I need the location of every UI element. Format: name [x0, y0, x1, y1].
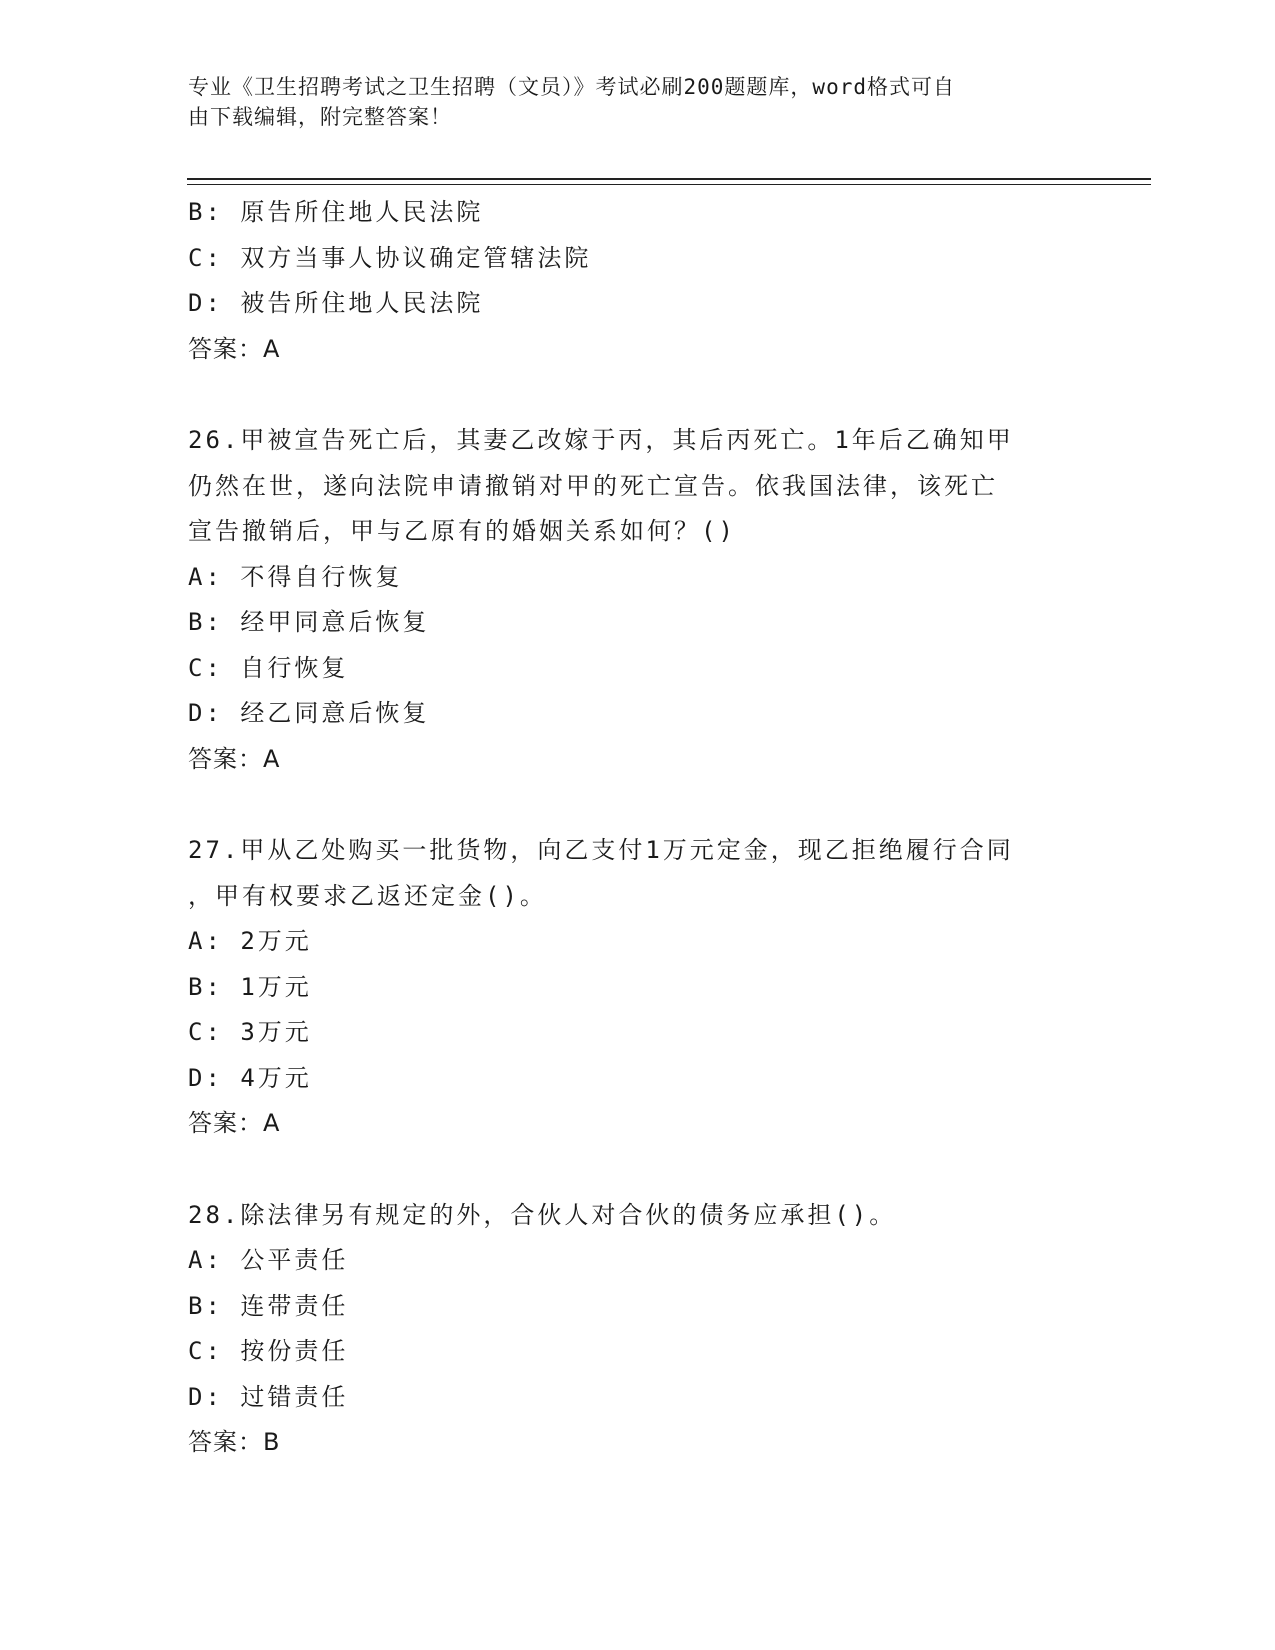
- question-25: [188, 190, 1088, 372]
- answer-label: 答案：B: [188, 1428, 281, 1456]
- option-b: B: 1万元: [188, 972, 312, 1001]
- option-d: D: 经乙同意后恢复: [188, 699, 430, 727]
- spacer: [188, 372, 1088, 418]
- question-27: [188, 828, 1088, 1147]
- question-text-line: ，甲有权要求乙返还定金()。: [188, 881, 547, 910]
- option-d: D: 过错责任: [188, 1382, 349, 1411]
- question-26: [188, 418, 1088, 782]
- answer-label: 答案：A: [188, 1109, 281, 1137]
- option-c: C: 3万元: [188, 1018, 312, 1046]
- answer-label: 答案：A: [188, 334, 281, 363]
- option-b: B: 连带责任: [188, 1291, 349, 1320]
- option-c: C: 按份责任: [188, 1337, 349, 1365]
- question-text-line: 仍然在世，遂向法院申请撤销对甲的死亡宣告。依我国法律，该死亡: [188, 471, 998, 500]
- question-text-line: 28.除法律另有规定的外，合伙人对合伙的债务应承担()。: [188, 1200, 897, 1229]
- option-a: A: 公平责任: [188, 1246, 349, 1274]
- question-text-line: 27.甲从乙处购买一批货物，向乙支付1万元定金，现乙拒绝履行合同: [188, 836, 1014, 864]
- option-a: A: 2万元: [188, 927, 312, 955]
- question-text-line: 宣告撤销后，甲与乙原有的婚姻关系如何？(): [188, 517, 736, 545]
- option-b: B: 原告所住地人民法院: [188, 198, 484, 226]
- header-divider-thick: [187, 178, 1151, 180]
- spacer: [188, 1147, 1088, 1193]
- question-list: [188, 190, 1088, 1466]
- option-b: B: 经甲同意后恢复: [188, 608, 430, 636]
- option-d: D: 4万元: [188, 1063, 312, 1092]
- option-c: C: 双方当事人协议确定管辖法院: [188, 243, 592, 272]
- header-line-1: 专业《卫生招聘考试之卫生招聘（文员）》考试必刷200题题库，word格式可自: [188, 75, 955, 99]
- option-d: D: 被告所住地人民法院: [188, 289, 484, 317]
- header-line-2: 由下载编辑，附完整答案！: [188, 105, 452, 129]
- answer-label: 答案：A: [188, 744, 281, 773]
- option-c: C: 自行恢复: [188, 653, 349, 682]
- question-28: [188, 1193, 1088, 1466]
- spacer: [188, 782, 1088, 828]
- header-divider-thin: [187, 184, 1151, 185]
- option-a: A: 不得自行恢复: [188, 562, 403, 591]
- question-text-line: 26.甲被宣告死亡后，其妻乙改嫁于丙，其后丙死亡。1年后乙确知甲: [188, 426, 1014, 454]
- page-header: [188, 72, 1068, 132]
